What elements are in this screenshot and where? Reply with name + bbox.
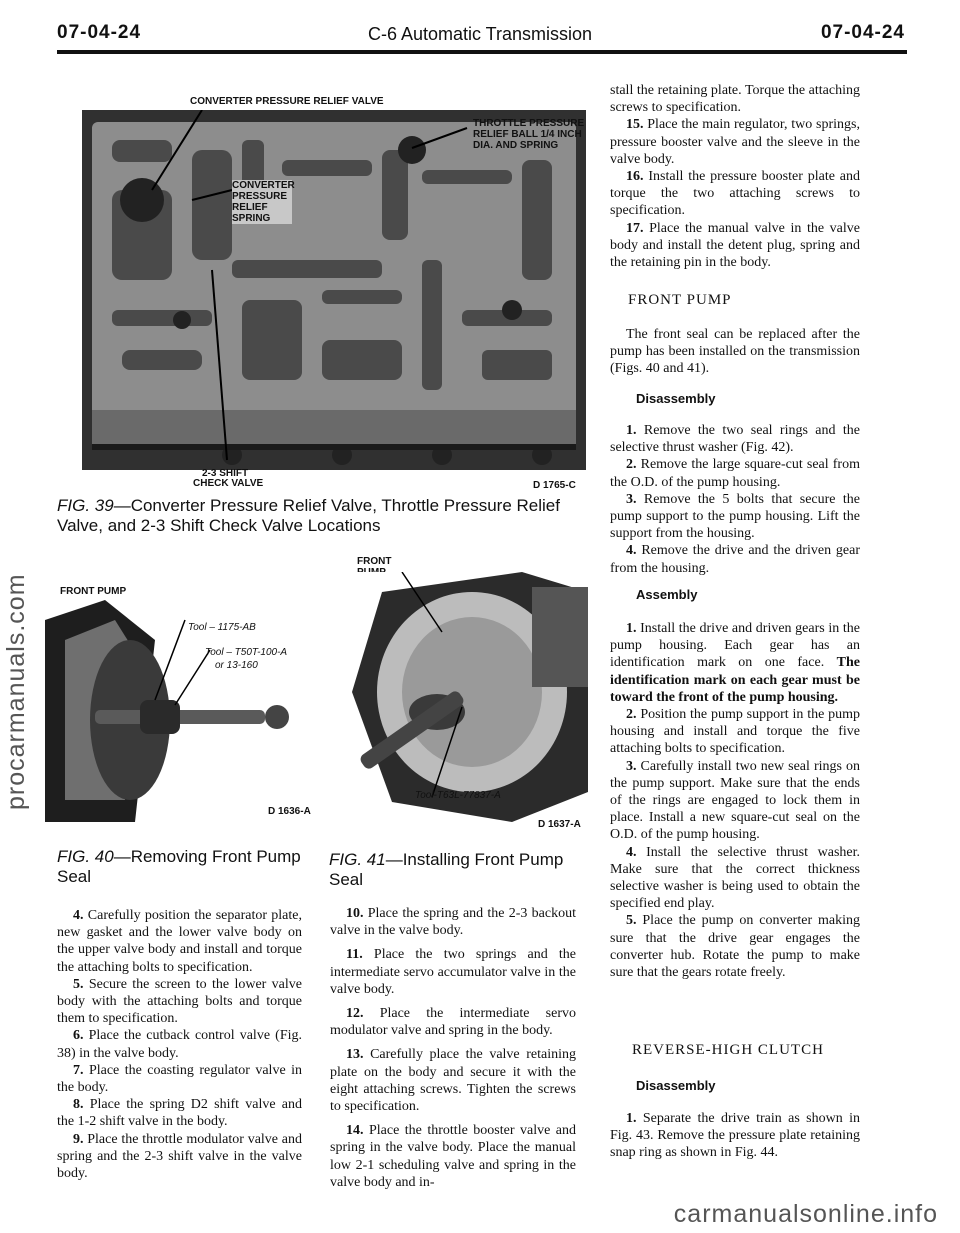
heading-reverse-high-clutch: REVERSE-HIGH CLUTCH	[632, 1042, 824, 1058]
label-throttle-pressure-relief-ball: THROTTLE PRESSURE RELIEF BALL 1/4 INCH DIA. AND SPRING	[473, 118, 585, 151]
fig41-caption-text: —Installing Front Pump Seal	[329, 850, 564, 889]
label-front-pump-41-line1: FRONT	[357, 556, 392, 567]
assembly-step-5: 5. Place the pump on converter making sure that the drive gear engages the converter hub. Rotate the pump to make sure that the gears rotate freely.	[610, 913, 860, 981]
assembly-step-4: 4. Install the selective thrust washer. Make sure that the correct thickness selective washer is being used to obtain the specified end play.	[610, 844, 860, 912]
heading-disassembly-2: Disassembly	[636, 1078, 716, 1093]
fig41-number: FIG. 41	[329, 850, 386, 869]
page-title: C-6 Automatic Transmission	[367, 24, 593, 44]
step-9: 9. Place the throttle modulator valve and spring and the 2-3 shift valve in the valve body.	[57, 1131, 302, 1182]
disassembly-steps	[610, 422, 860, 577]
step-15: 15. Place the main regulator, two springs, pressure booster valve and the sleeve in the valve body.	[610, 117, 860, 167]
assembly-step-2: 2. Position the pump support in the pump housing and install and torque the five attaching bolts to specification.	[610, 707, 860, 757]
label-tool-1175-ab: Tool – 1175-AB	[188, 622, 256, 633]
fig40-number: FIG. 40	[57, 847, 114, 866]
fig39-caption	[57, 496, 597, 536]
disassembly-step-3: 3. Remove the 5 bolts that secure the pump support to the pump housing. Lift the support from the housing.	[610, 491, 860, 542]
watermark-side: procarmanuals.com	[2, 573, 30, 810]
step-14-continued: stall the retaining plate. Torque the attaching screws to specification.	[610, 83, 860, 116]
label-shift-check-valve-line2: CHECK VALVE	[193, 478, 264, 489]
valve-body-photo	[82, 110, 586, 470]
step-8: 8. Place the spring D2 shift valve and the 1-2 shift valve in the body.	[57, 1097, 302, 1130]
step-5: 5. Secure the screen to the lower valve body with the attaching bolts and torque them to specification.	[57, 976, 302, 1027]
step-13: 13. Carefully place the valve retaining plate on the body and secure it with the eight attaching screws. Tighten the screws to specification.	[330, 1047, 576, 1115]
label-converter-pressure-relief-spring: CONVERTER PRESSURE RELIEF SPRING	[232, 180, 295, 224]
step-10: 10. Place the spring and the 2-3 backout valve in the valve body.	[330, 906, 576, 939]
step-6: 6. Place the cutback control valve (Fig. 38) in the valve body.	[57, 1028, 302, 1061]
front-pump-removal-image	[45, 600, 293, 822]
watermark-bottom: carmanualsonline.info	[673, 1200, 938, 1228]
disassembly-step-2: 2. Remove the large square-cut seal from the O.D. of the pump housing.	[610, 457, 860, 490]
reverse-high-clutch-steps	[610, 1110, 860, 1162]
page-number-right: 07-04-24	[820, 22, 905, 43]
step-4: 4. Carefully position the separator plate, new gasket and the lower valve body on the upper valve body and install and torque the attaching bolts to specification.	[57, 908, 302, 975]
label-shift-check-valve-line1: 2-3 SHIFT	[202, 468, 249, 479]
fig40-caption-text: —Removing Front Pump Seal	[57, 847, 301, 886]
step-14: 14. Place the throttle booster valve and spring in the valve body. Place the manual low 2-1 scheduling valve and spring in the valve body and in-	[330, 1123, 576, 1190]
front-pump-install-image	[322, 572, 588, 822]
text-column-3-top	[610, 82, 860, 271]
label-tool-t63l-77837-a: Tool-T63L-77837-A	[415, 790, 501, 801]
assembly-step-3: 3. Carefully install two new seal rings on the pump support. Make sure that the ends of the rings are engaged to lock them in place. Install a new square-cut seal on the O.D. of the pump housing.	[610, 758, 860, 843]
page-number-left: 07-04-24	[57, 22, 142, 43]
step-7: 7. Place the coasting regulator valve in the body.	[57, 1062, 302, 1096]
fig40-caption	[57, 847, 302, 887]
step-12: 12. Place the intermediate servo modulator valve and spring in the body.	[330, 1006, 576, 1039]
fig39-code: D 1765-C	[533, 480, 576, 491]
fig40-code: D 1636-A	[268, 806, 311, 817]
fig39-number: FIG. 39	[57, 496, 114, 515]
heading-front-pump: FRONT PUMP	[628, 292, 732, 308]
fig41-caption	[329, 850, 589, 890]
valve-body-image	[82, 110, 586, 470]
step-11: 11. Place the two springs and the intermediate servo accumulator valve in the valve body.	[330, 947, 576, 997]
front-pump-install-photo	[322, 572, 588, 822]
disassembly-step-4: 4. Remove the drive and the driven gear from the housing.	[610, 543, 860, 576]
reverse-step-1: 1. Separate the drive train as shown in Fig. 43. Remove the pressure plate retaining snap ring as shown in Fig. 44.	[610, 1111, 860, 1161]
fig41-code: D 1637-A	[538, 819, 581, 830]
disassembly-step-1: 1. Remove the two seal rings and the selective thrust washer (Fig. 42).	[610, 423, 860, 456]
label-tool-13-160: or 13-160	[215, 660, 258, 671]
heading-disassembly: Disassembly	[636, 391, 716, 406]
assembly-step-1: 1. Install the drive and driven gears in the pump housing. Each gear has an identification mark on one face. The identification mark on each gear must be toward the front of the pump housing.	[610, 621, 860, 705]
step-16: 16. Install the pressure booster plate and torque the two attaching screws to specification.	[610, 169, 860, 219]
front-pump-intro: The front seal can be replaced after the pump has been installed on the transmission (Figs. 40 and 41).	[610, 327, 860, 377]
heading-assembly: Assembly	[636, 587, 698, 602]
text-column-2	[330, 905, 576, 1191]
front-pump-removal-photo	[45, 600, 293, 822]
fig39-caption-text: —Converter Pressure Relief Valve, Throttle Pressure Relief Valve, and 2-3 Shift Check Valve Locations	[57, 496, 560, 535]
text-column-1	[57, 907, 302, 1182]
label-tool-t50t-100-a: Tool – T50T-100-A	[205, 647, 288, 658]
header-rule	[57, 50, 907, 54]
step-17: 17. Place the manual valve in the valve body and install the detent plug, spring and the retaining pin in the body.	[610, 220, 860, 271]
label-converter-pressure-relief-valve: CONVERTER PRESSURE RELIEF VALVE	[190, 96, 384, 107]
label-front-pump: FRONT PUMP	[60, 586, 127, 597]
assembly-steps	[610, 620, 860, 981]
